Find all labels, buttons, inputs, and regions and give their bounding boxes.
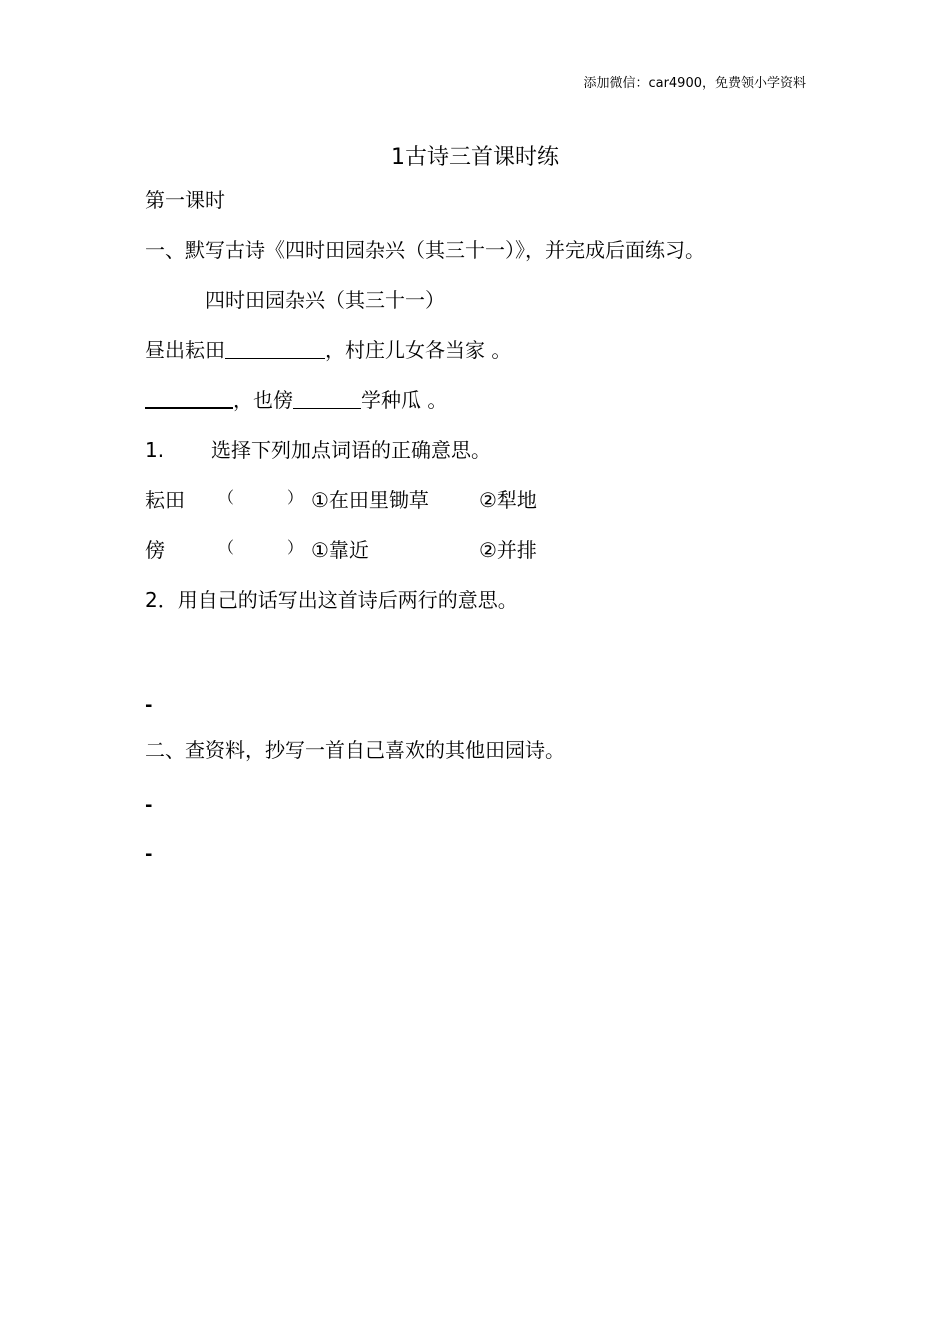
- fill-blank-2[interactable]: [145, 406, 233, 409]
- poem-line-1: [145, 340, 511, 360]
- q1-text: 选择下列加点词语的正确意思。: [211, 438, 491, 462]
- paren-close: ）: [287, 488, 304, 507]
- section2-heading: 二、查资料，抄写一首自己喜欢的其他田园诗。: [145, 738, 565, 762]
- q1-row-word: 耘田: [145, 488, 185, 512]
- poem-line-2-mid: ，也傍: [233, 388, 293, 412]
- poem-line-2: [145, 390, 447, 410]
- section1-heading: 一、默写古诗《四时田园杂兴（其三十一）》，并完成后面练习。: [145, 238, 705, 262]
- answer-dash-1: -: [145, 695, 153, 716]
- answer-dash-2: -: [145, 795, 153, 816]
- q1-row-word: 傍: [145, 538, 165, 562]
- answer-dash-3: -: [145, 844, 153, 865]
- header-note: 添加微信：car4900，免费领小学资料: [583, 76, 806, 91]
- fill-blank-3[interactable]: [293, 407, 361, 409]
- q1-row-option-1: ①靠近: [311, 538, 369, 562]
- poem-line-1-end: ，村庄儿女各当家 。: [325, 338, 512, 362]
- page-title: 1古诗三首课时练: [391, 145, 559, 170]
- q1-row-option-2: ②并排: [479, 538, 537, 562]
- q1-number: 1.: [145, 438, 165, 462]
- q2-text: 2．用自己的话写出这首诗后两行的意思。: [145, 588, 518, 612]
- paren-open: （: [218, 488, 235, 507]
- poem-line-1-start: 昼出耘田: [145, 338, 225, 362]
- lesson-label: 第一课时: [145, 188, 225, 212]
- fill-blank-1[interactable]: [225, 357, 325, 359]
- poem-line-2-end: 学种瓜 。: [361, 388, 448, 412]
- poem-title: 四时田园杂兴（其三十一）: [205, 288, 445, 312]
- paren-close: ）: [287, 538, 304, 557]
- q1-row-option-2: ②犁地: [479, 488, 537, 512]
- paren-open: （: [218, 538, 235, 557]
- q1-row-option-1: ①在田里锄草: [311, 488, 429, 512]
